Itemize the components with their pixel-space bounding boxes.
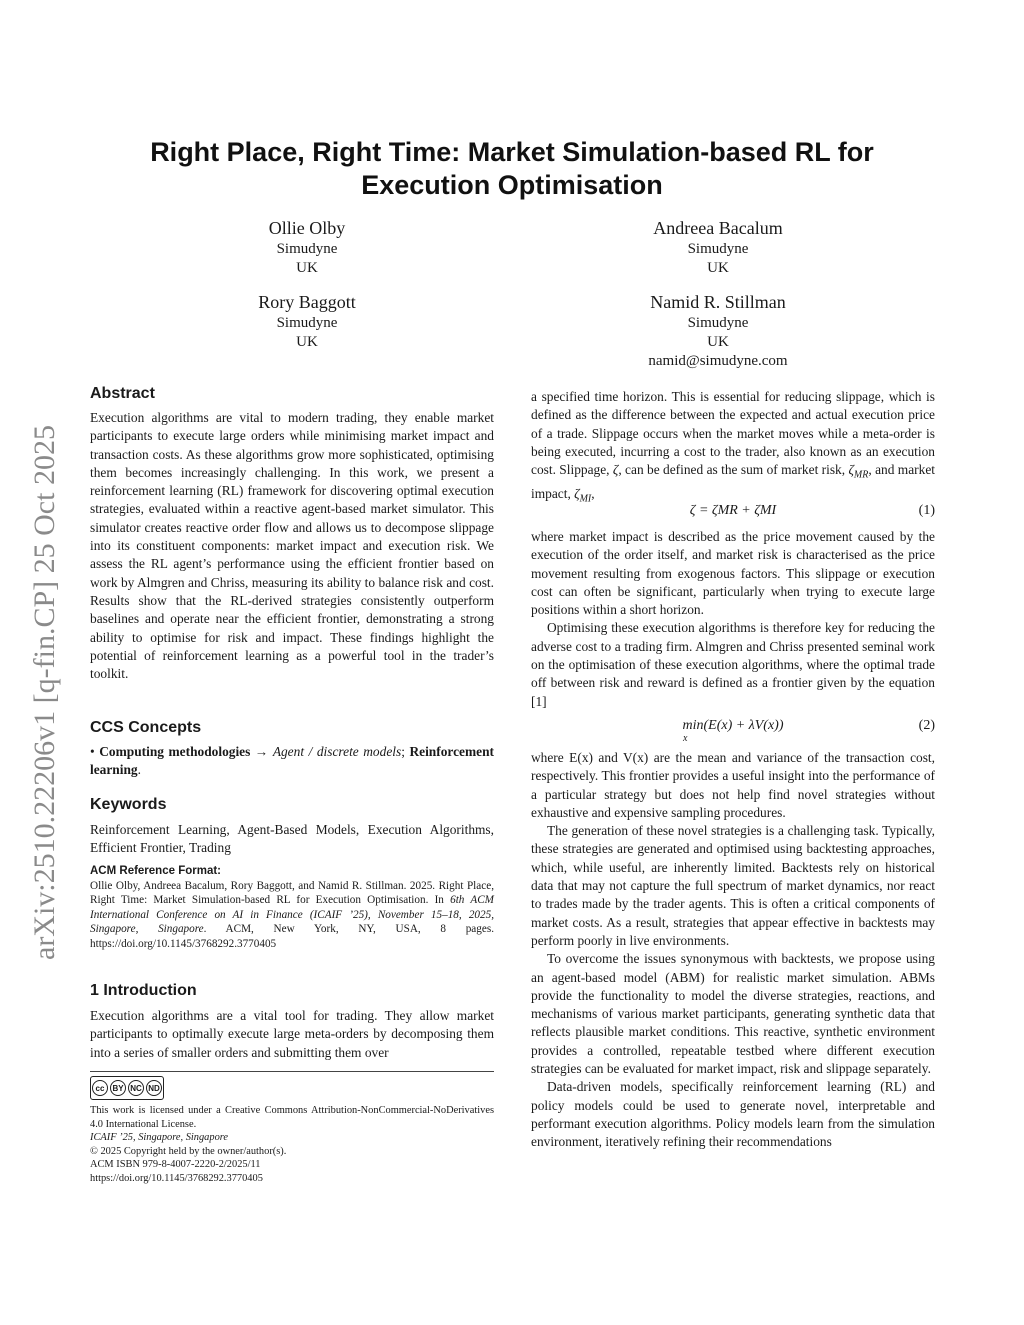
zeta-mr-symbol: ζ [848, 462, 854, 478]
acm-reference-tail: . ACM, New York, NY, USA, 8 pages. https://doi.org/10.1145/3768292.3770405 [90, 923, 494, 950]
right-paragraph-1 [531, 388, 935, 509]
license-conference: ICAIF ’25, Singapore, Singapore [90, 1132, 229, 1143]
equation-1-number: (1) [918, 503, 935, 518]
ccs-arrow: → [250, 744, 273, 759]
author-name: Rory Baggott [258, 292, 356, 312]
author-name: Namid R. Stillman [650, 292, 786, 312]
intro-paragraph: Execution algorithms are a vital tool for trading. They allow market participants to optimally execute large meta-orders by decomposing them into a series of smaller orders and submitting them over [90, 1008, 494, 1060]
text-run: , and market impact, [531, 462, 935, 502]
author-country: UK [707, 334, 729, 350]
abstract-paragraph: Execution algorithms are vital to modern trading, they enable market participants to execute large orders while minimising market impact and transaction costs. As these algorithms grow more sophisticated, optimising them becomes increasingly challenging. In this work, we present a reinforcement learning (RL) framework for discovering optimal execution strategies, evaluated within a reactive agent-based market simulator. This simulator creates reactive order flow and allows us to decompose slippage into its constituent components: market impact and execution risk. We assess the RL agent’s performance using the efficient frontier based on work by Almgren and Chriss, measuring its ability to balance risk and cost. Results show that the RL-derived strategies consistently outperform baselines and operate near the efficient frontier, demonstrating a strong ability to optimise for risk and impact. These findings highlight the potential of reinforcement learning as a powerful tool in the trader’s toolkit. [90, 410, 494, 682]
paper-title [80, 136, 944, 202]
equation-1-body: ζ = ζMR + ζMI [689, 503, 777, 518]
arxiv-stamp: arXiv:2510.22206v1 [q-fin.CP] 25 Oct 2025 [28, 425, 61, 960]
paragraph: Data-driven models, specifically reinforcement learning (RL) and policy models could be used to generate novel, interpretable and performant execution algorithms. Policy models learn from the simulation environment, iteratively refining their recommendations [531, 1079, 935, 1150]
license-doi[interactable]: https://doi.org/10.1145/3768292.3770405 [90, 1172, 263, 1184]
zeta-mr-subscript: MR [853, 469, 869, 481]
acm-reference-venue: 6th ACM International Conference on AI in Finance (ICAIF ’25), November 15–18, 2025, Singapore, Singapore [90, 894, 494, 935]
paragraph: where E(x) and V(x) are the mean and variance of the transaction cost, respectively. This frontier provides a useful insight into the performance of a particular strategy but does not help find novel strategies without exhaustive and expensive sampling procedures. [531, 750, 935, 820]
text-run: a specified time horizon. This is essential for reducing slippage, which is defined as the difference between the expected and actual execution price of a trade. Slippage occurs when the market moves while a meta-order is being executed, incurring a cost to the trader, also known as an execution cost. Slippage, [531, 389, 935, 478]
keywords-text [90, 821, 494, 858]
acm-reference-authors: Ollie Olby, Andreea Bacalum, Rory Baggott, and Namid R. Stillman. 2025. Right Place, Right Time: Market Simulation-based RL for Execution Optimisation. In [90, 879, 494, 906]
author-country: UK [296, 334, 318, 350]
ccs-subtopic: Agent / discrete models [272, 744, 402, 759]
right-paragraph-2 [531, 528, 935, 711]
text-run: , [591, 486, 595, 502]
license-text: This work is licensed under a Creative Commons Attribution-NonCommercial-NoDerivatives 4.0 International License. [90, 1105, 494, 1130]
author-email[interactable]: namid@simudyne.com [648, 353, 788, 369]
cc-license-badge[interactable] [90, 1076, 164, 1100]
ccs-end: . [137, 762, 141, 778]
ccs-separator: ; [401, 744, 410, 759]
nc-icon: NC [128, 1080, 144, 1096]
zeta-symbol: ζ [612, 462, 619, 478]
equation-2-body: min(E(x) + λV(x)) [682, 718, 784, 733]
author-country: UK [296, 260, 318, 276]
license-footnote [90, 1104, 494, 1185]
author-affiliation: Simudyne [276, 241, 338, 257]
by-icon: BY [110, 1080, 126, 1096]
abstract-text [90, 409, 494, 683]
author-name: Ollie Olby [268, 218, 346, 238]
keywords-heading: Keywords [90, 796, 167, 813]
right-paragraph-3 [531, 749, 935, 1152]
license-isbn: ACM ISBN 979-8-4007-2220-2/2025/11 [90, 1159, 261, 1170]
equation-2-subscript: x [683, 733, 688, 744]
author-block [568, 290, 868, 371]
ccs-text [90, 743, 494, 780]
author-block [157, 216, 457, 278]
text-run: , can be defined as the sum of market risk, [618, 462, 849, 478]
keywords-paragraph: Reinforcement Learning, Agent-Based Models, Execution Algorithms, Efficient Frontier, Trading [90, 822, 494, 856]
zeta-mi-symbol: ζ [574, 486, 580, 502]
abstract-heading: Abstract [90, 385, 155, 402]
cc-icon: cc [92, 1080, 108, 1096]
author-affiliation: Simudyne [687, 241, 749, 257]
equation-2 [531, 718, 935, 744]
zeta-mi-subscript: MI [579, 493, 592, 505]
ccs-topic-2: Reinforcement learning [90, 744, 494, 778]
paragraph: Optimising these execution algorithms is therefore key for reducing the adverse cost to a trading firm. Almgren and Chriss presented seminal work on the optimisation of these execution algorithms, where the optimal trade off between risk and reward is defined as a frontier given by the equation [1] [531, 620, 935, 709]
acm-reference-heading: ACM Reference Format: [90, 865, 221, 877]
footnote-rule [90, 1071, 494, 1072]
ccs-heading: CCS Concepts [90, 719, 202, 736]
license-copyright: © 2025 Copyright held by the owner/author(s). [90, 1145, 287, 1157]
author-block [568, 216, 868, 278]
author-country: UK [707, 260, 729, 276]
equation-2-number: (2) [918, 718, 935, 733]
paragraph: where market impact is described as the price movement caused by the execution of the order itself, and market risk is characterised as the price movement resulting from exogenous factors. This slippage or execution cost can often be significant, particularly when trying to execute large positions within a short horizon. [531, 529, 935, 618]
ccs-bullet: • [90, 744, 100, 759]
title-line-1: Right Place, Right Time: Market Simulation-based RL for [150, 137, 874, 167]
title-line-2: Execution Optimisation [361, 170, 663, 200]
nd-icon: ND [146, 1080, 162, 1096]
author-name: Andreea Bacalum [653, 218, 783, 238]
intro-text [90, 1007, 494, 1062]
equation-1 [531, 503, 935, 523]
author-affiliation: Simudyne [687, 315, 749, 331]
paragraph: The generation of these novel strategies is a challenging task. Typically, these strategies are generated and optimised using backtesting approaches, which, while useful, are inherently limited. Backtests rely on historical data that may not capture the full spectrum of market dynamics, nor react to trades made by the trader agents. This is often a critical components of market costs. As a result, strategies that appear effective in backtests may perform poorly in live environments. [531, 823, 935, 948]
author-block [157, 290, 457, 352]
acm-reference [90, 864, 494, 951]
intro-heading: 1 Introduction [90, 982, 197, 999]
ccs-topic: Computing methodologies [99, 744, 251, 759]
author-affiliation: Simudyne [276, 315, 338, 331]
paragraph: To overcome the issues synonymous with backtests, we propose using an agent-based model (ABM) for realistic market simulation. ABMs provide the functionality to model the diverse strategies, reactions, and mechanisms of various market participants, generating synthetic data that reflects plausible market conditions. This reactive, synthetic environment provides a controlled, repeatable testbed where different execution strategies can be evaluated for market impact, risk and slippage separately. [531, 951, 935, 1077]
